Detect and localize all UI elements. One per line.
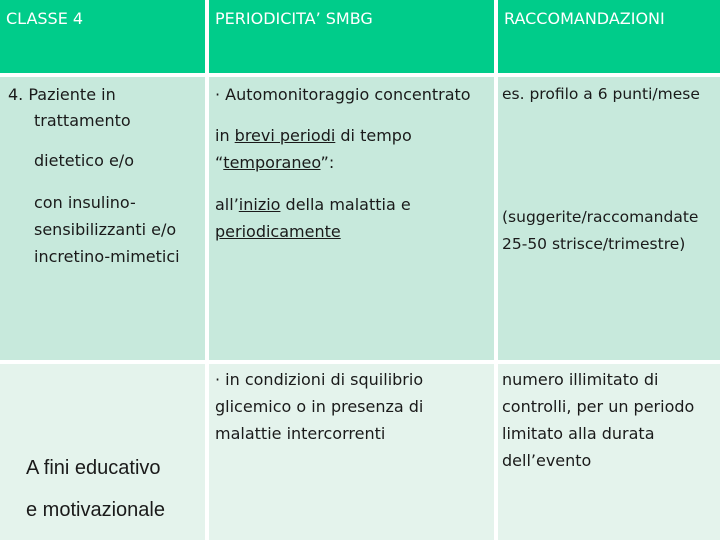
- row1-periodicita-cell: [209, 77, 494, 360]
- row1-raccomandazioni-line2: (suggerite/raccomandate: [502, 208, 699, 226]
- row1-raccomandazioni-line3: 25-50 strisce/trimestre): [502, 235, 686, 253]
- row2-raccomandazioni-cell: [498, 364, 720, 540]
- header-cell-raccomandazioni: [498, 0, 720, 73]
- row2-classe-line1: A fini educativo: [26, 457, 161, 479]
- header-periodicita-label: PERIODICITA’ SMBG: [215, 9, 373, 28]
- header-classe-label: CLASSE 4: [6, 9, 84, 28]
- row2-periodicita-line2: glicemico o in presenza di: [215, 397, 424, 416]
- row1-periodicita-line5: periodicamente: [215, 222, 341, 241]
- row1-classe-line6: incretino-mimetici: [34, 247, 180, 266]
- row2-classe-cell: [0, 364, 205, 540]
- row2-periodicita-line3: malattie intercorrenti: [215, 424, 386, 443]
- row1-classe-line4: con insulino-: [34, 193, 136, 212]
- row2-raccomandazioni-line1: numero illimitato di: [502, 370, 659, 389]
- row1-classe-cell: [0, 77, 205, 360]
- row1-classe-line5: sensibilizzanti e/o: [34, 220, 177, 239]
- row2-classe-line2: e motivazionale: [26, 499, 165, 521]
- row2-raccomandazioni-line3: limitato alla durata: [502, 424, 655, 443]
- row1-periodicita-line1: · Automonitoraggio concentrato: [215, 85, 471, 104]
- row1-periodicita-line3: “temporaneo”:: [215, 153, 335, 172]
- row2-periodicita-cell: [209, 364, 494, 540]
- row2-raccomandazioni-line2: controlli, per un periodo: [502, 397, 695, 416]
- row1-periodicita-line2: in brevi periodi di tempo: [215, 126, 412, 145]
- row1-classe-line1: 4. Paziente in: [8, 85, 116, 104]
- row1-classe-line3: dietetico e/o: [34, 151, 134, 170]
- row1-raccomandazioni-cell: [498, 77, 720, 360]
- header-raccomandazioni-label: RACCOMANDAZIONI: [504, 9, 665, 28]
- header-cell-periodicita: [209, 0, 494, 73]
- header-cell-classe: [0, 0, 205, 73]
- row1-periodicita-line4: all’inizio della malattia e: [215, 195, 411, 214]
- row2-raccomandazioni-line4: dell’evento: [502, 451, 592, 470]
- row1-classe-line2: trattamento: [34, 111, 131, 130]
- row2-periodicita-line1: · in condizioni di squilibrio: [215, 370, 424, 389]
- row1-raccomandazioni-line1: es. profilo a 6 punti/mese: [502, 85, 700, 103]
